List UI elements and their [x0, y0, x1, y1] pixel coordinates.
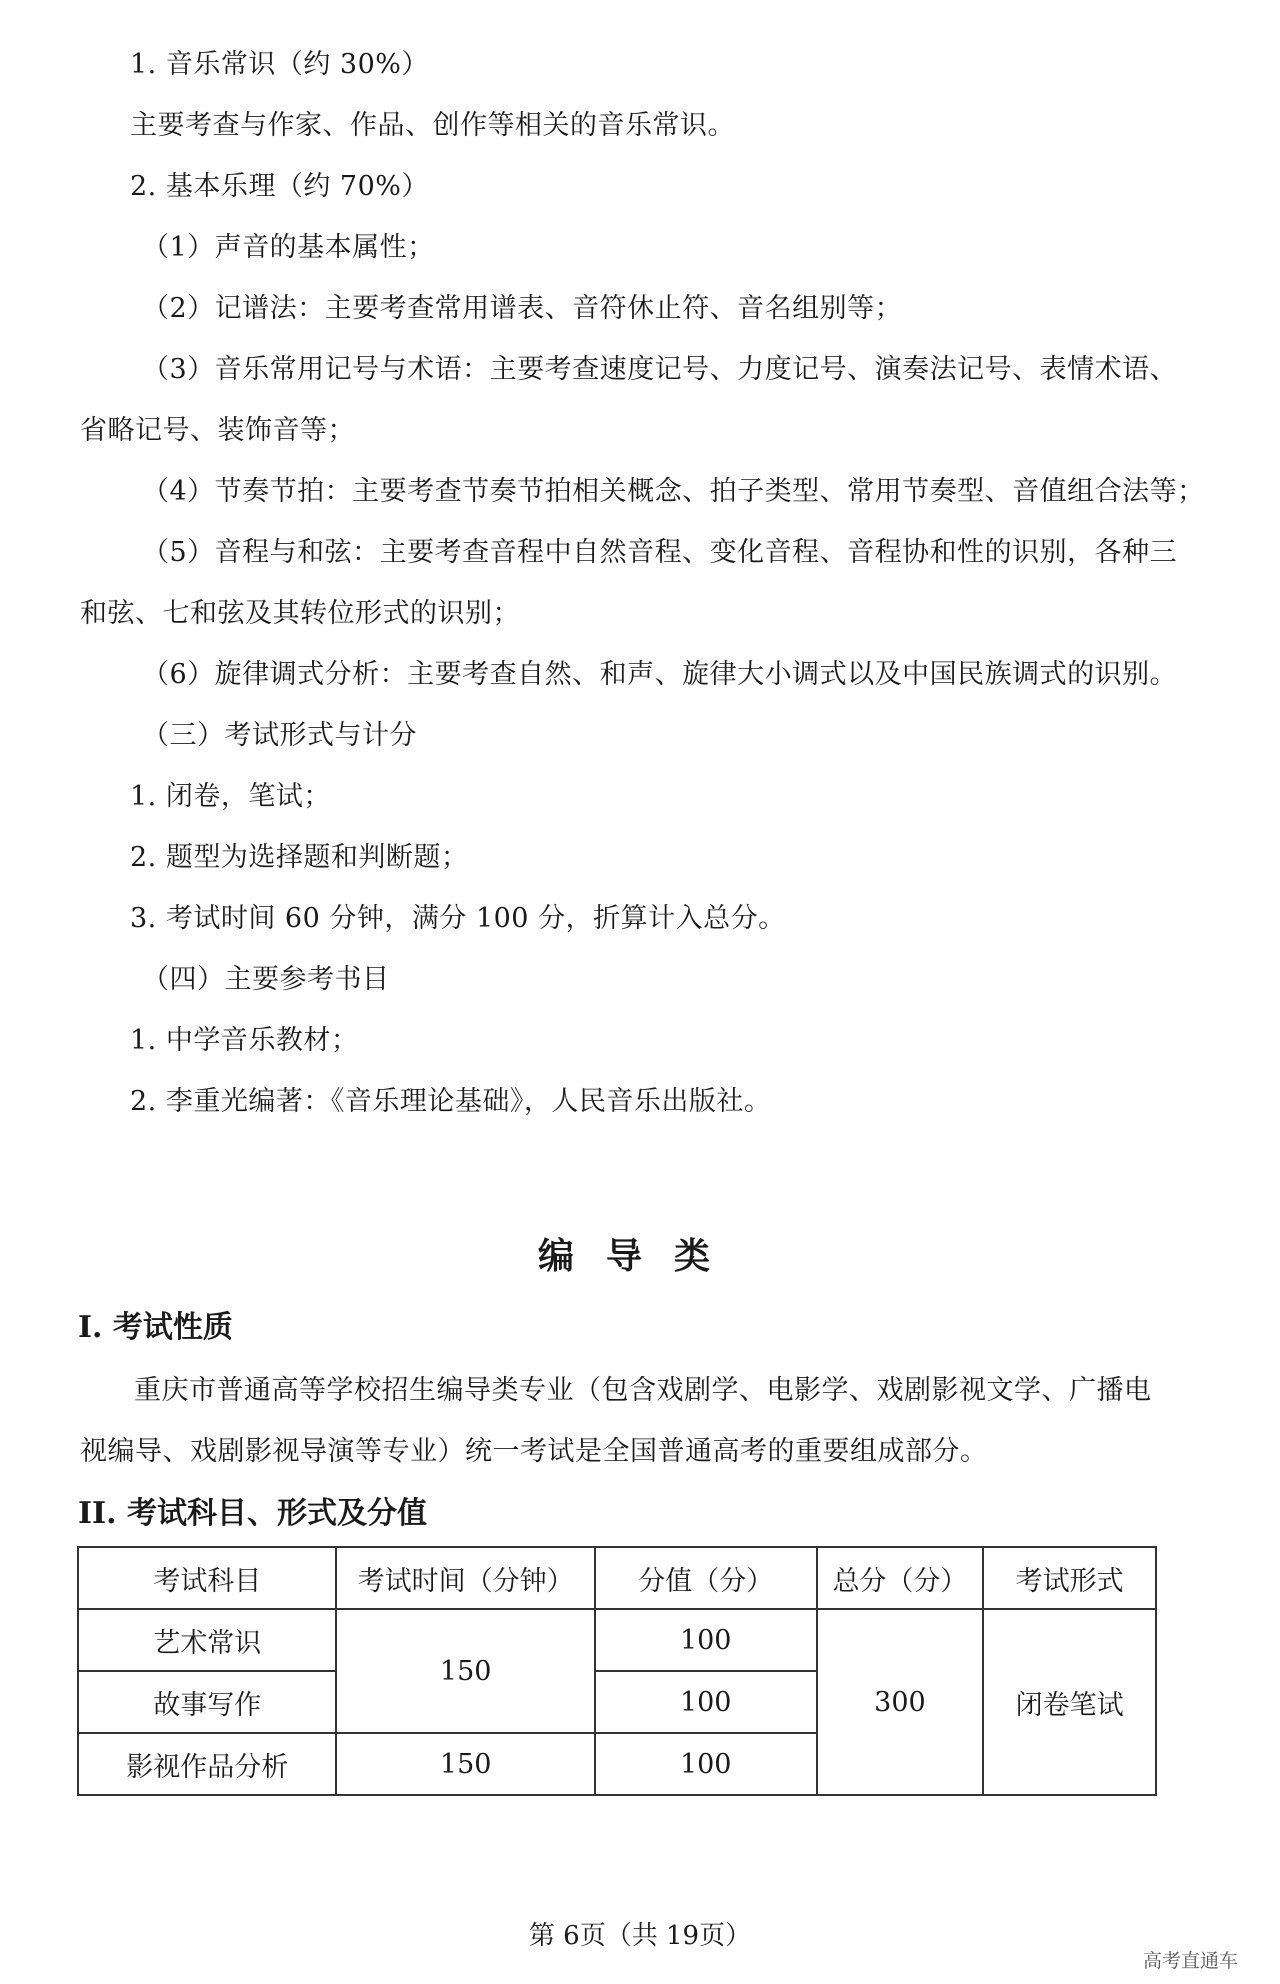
reference-item-1: 1. 中学音乐教材；	[130, 1025, 359, 1056]
theory-item-5-cont: 和弦、七和弦及其转位形式的识别；	[80, 598, 520, 629]
table-header-row	[78, 1547, 1156, 1609]
header-subject: 考试科目	[78, 1547, 336, 1609]
cell-score: 100	[595, 1733, 817, 1795]
header-form: 考试形式	[983, 1547, 1156, 1609]
music-knowledge-desc: 主要考查与作家、作品、创作等相关的音乐常识。	[130, 110, 735, 141]
cell-subject: 艺术常识	[78, 1609, 336, 1671]
theory-item-1: （1）声音的基本属性；	[142, 232, 435, 263]
exam-nature-paragraph	[80, 1360, 1170, 1482]
theory-item-4: （4）节奏节拍：主要考查节奏节拍相关概念、拍子类型、常用节奏型、音值组合法等；	[142, 476, 1205, 507]
heading-exam-nature: I. 考试性质	[78, 1310, 233, 1345]
header-total: 总分（分）	[817, 1547, 984, 1609]
theory-item-5: （5）音程与和弦：主要考查音程中自然音程、变化音程、音程协和性的识别，各种三	[142, 537, 1178, 568]
theory-item-6: （6）旋律调式分析：主要考查自然、和声、旋律大小调式以及中国民族调式的识别。	[142, 659, 1178, 690]
table-row	[78, 1609, 1156, 1671]
exam-format-item-1: 1. 闭卷，笔试；	[130, 781, 331, 812]
exam-table	[77, 1546, 1157, 1796]
cell-time: 150	[336, 1733, 594, 1795]
heading-exam-subjects: II. 考试科目、形式及分值	[78, 1496, 427, 1531]
cell-total: 300	[817, 1609, 984, 1795]
exam-format-item-3: 3. 考试时间 60 分钟，满分 100 分，折算计入总分。	[130, 903, 786, 934]
cell-form: 闭卷笔试	[983, 1609, 1156, 1795]
cell-time-merged: 150	[336, 1609, 594, 1733]
theory-item-3: （3）音乐常用记号与术语：主要考查速度记号、力度记号、演奏法记号、表情术语、	[142, 354, 1178, 385]
music-knowledge-heading: 1. 音乐常识（约 30%）	[130, 49, 429, 80]
references-heading: （四）主要参考书目	[142, 964, 390, 995]
section-title: 编导类	[537, 1235, 742, 1277]
cell-subject: 故事写作	[78, 1671, 336, 1733]
theory-item-2: （2）记谱法：主要考查常用谱表、音符休止符、音名组别等；	[142, 293, 903, 324]
cell-score: 100	[595, 1609, 817, 1671]
exam-nature-text: 重庆市普通高等学校招生编导类专业（包含戏剧学、电影学、戏剧影视文学、广播电视编导、戏剧影视导演等专业）统一考试是全国普通高考的重要组成部分。	[80, 1375, 1152, 1467]
exam-format-item-2: 2. 题型为选择题和判断题；	[130, 842, 469, 873]
cell-subject: 影视作品分析	[78, 1733, 336, 1795]
basic-theory-heading: 2. 基本乐理（约 70%）	[130, 171, 429, 202]
header-score: 分值（分）	[595, 1547, 817, 1609]
cell-score: 100	[595, 1671, 817, 1733]
page-number: 第 6页（共 19页）	[528, 1921, 752, 1951]
theory-item-3-cont: 省略记号、装饰音等；	[80, 415, 355, 446]
exam-format-heading: （三）考试形式与计分	[142, 720, 417, 751]
watermark: 高考直通车	[1142, 1950, 1238, 1972]
reference-item-2: 2. 李重光编著：《音乐理论基础》，人民音乐出版社。	[130, 1086, 772, 1117]
header-time: 考试时间（分钟）	[336, 1547, 594, 1609]
